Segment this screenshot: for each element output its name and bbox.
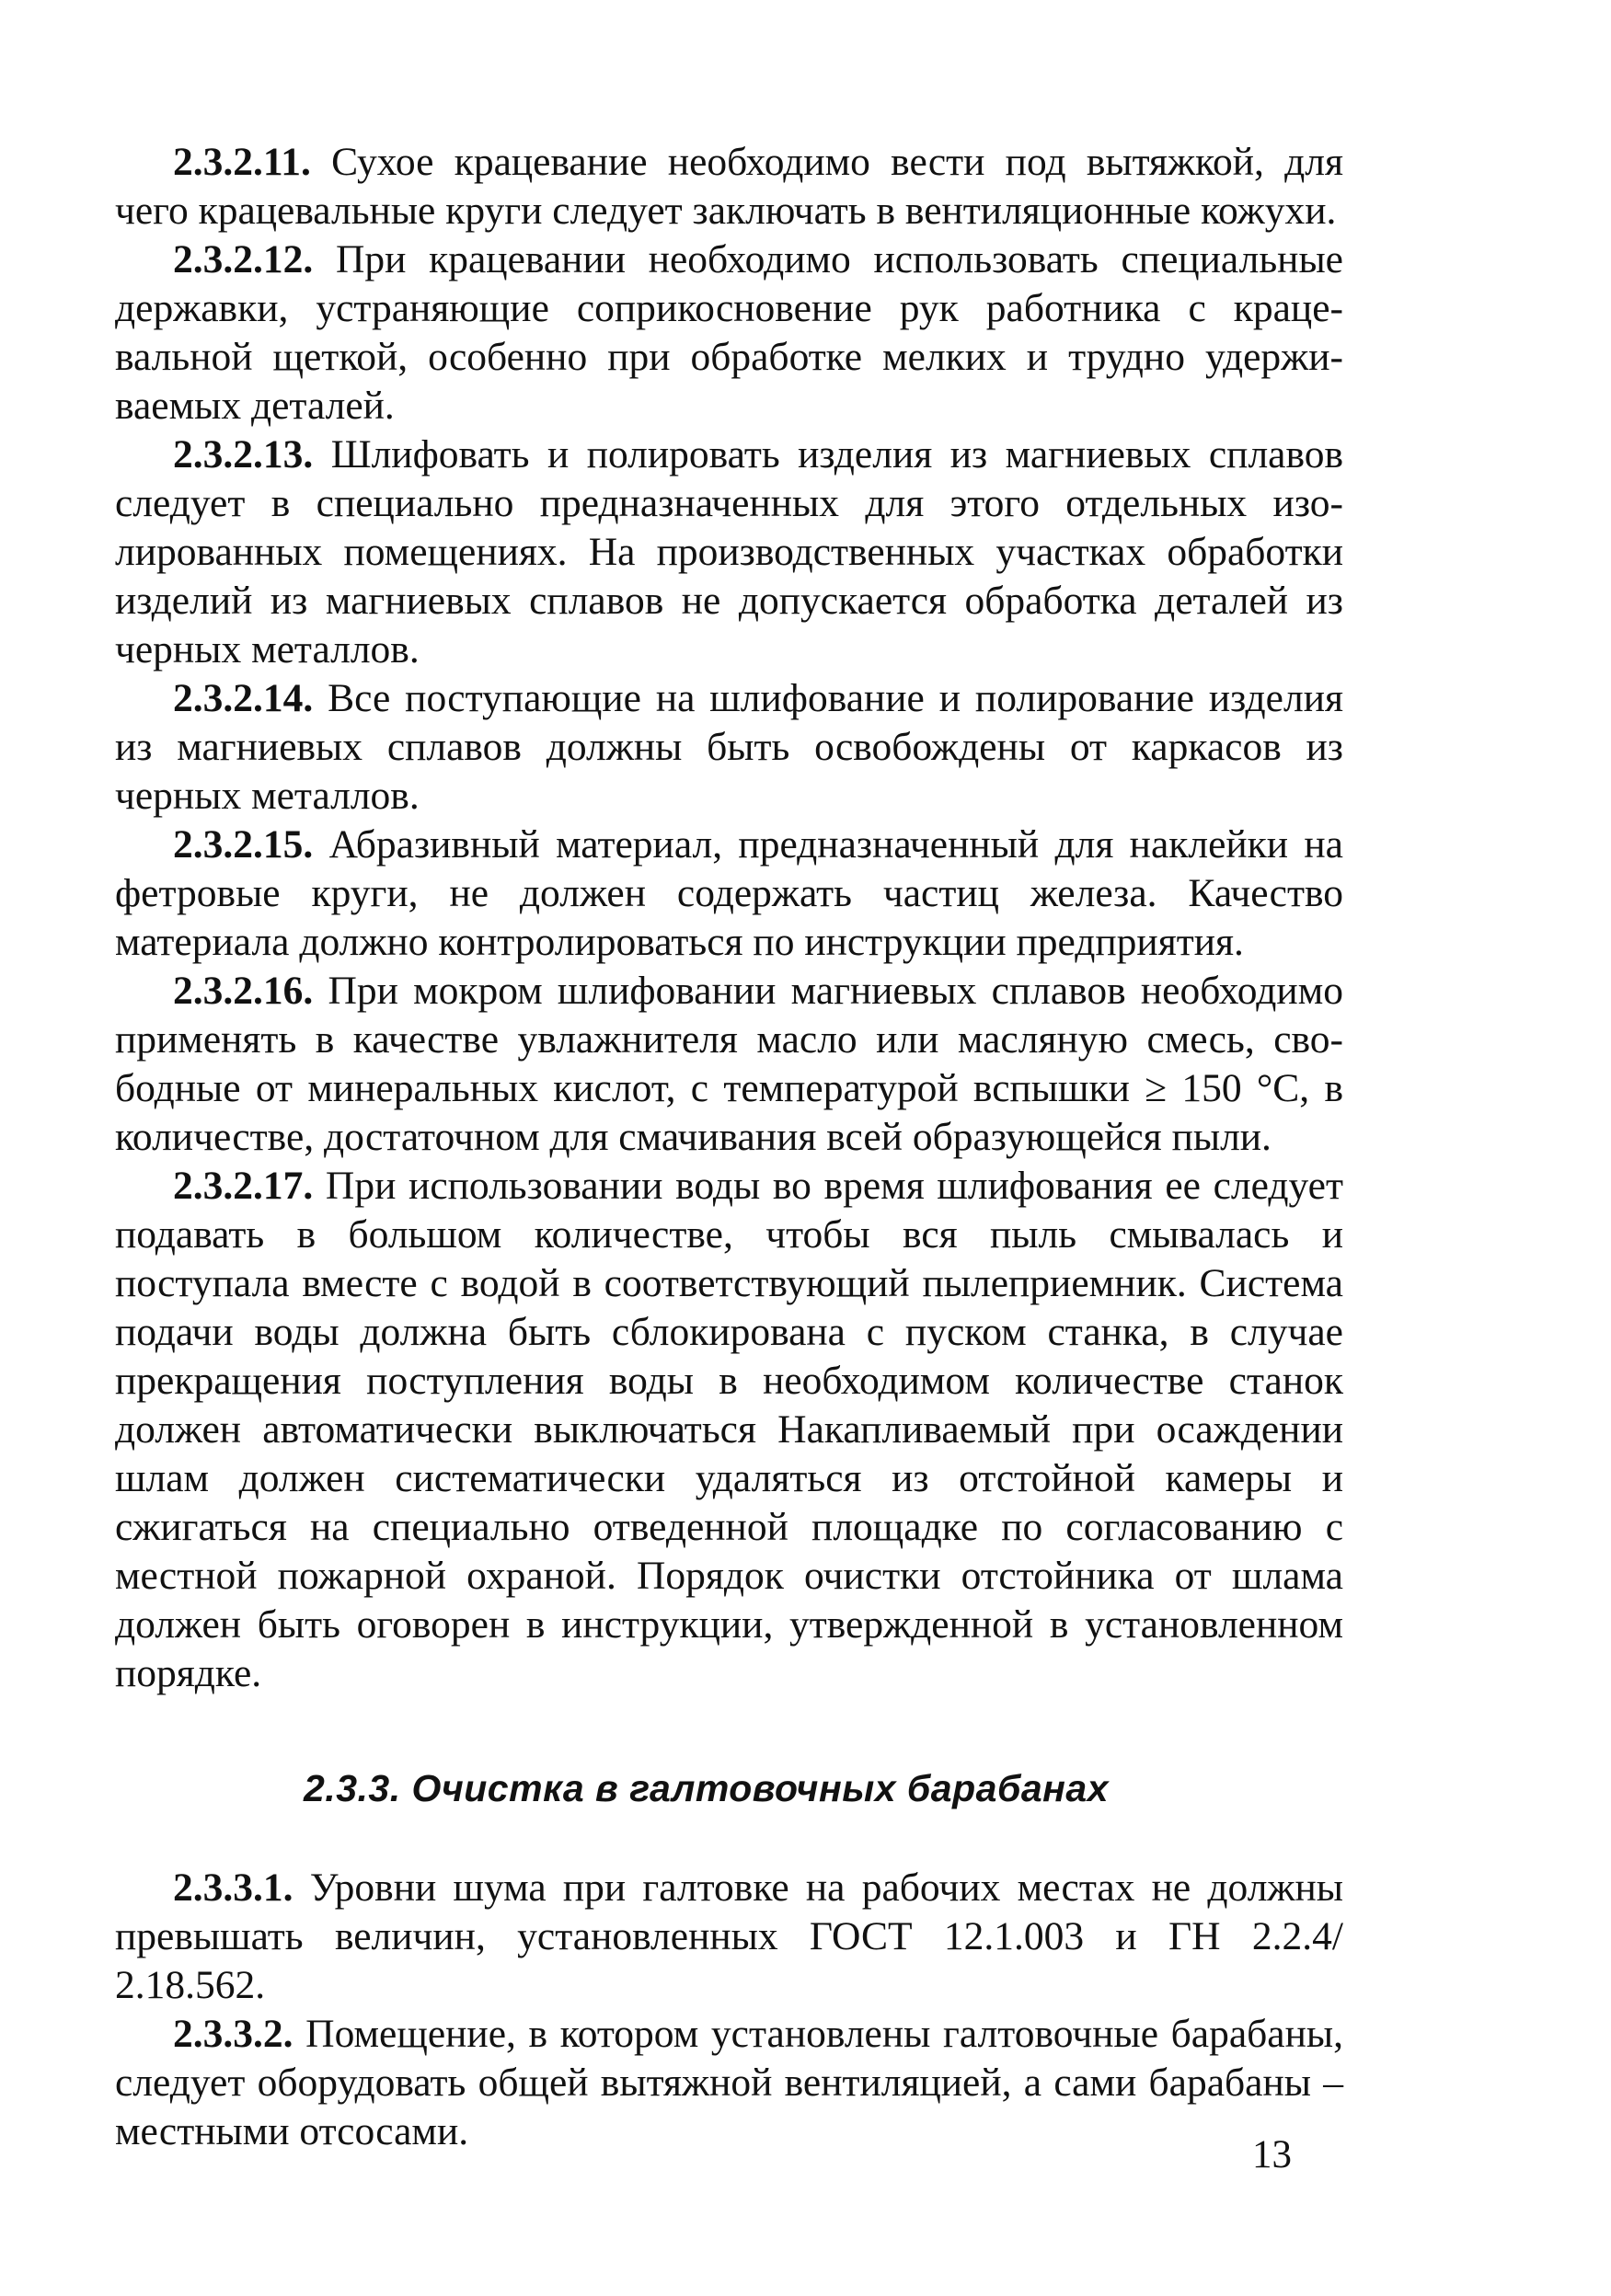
- paragraph-text: При использовании воды во время шлифования ее следует подавать в большом количестве, чтобы вся пыль смывалась и поступала вместе с водой в соответствующий пылеприемник. Система подачи воды должна быть сблокирована с пуском станка, в случае прекращения поступления воды в необходимом количестве станок должен автоматически выключаться Накапливаемый при осаждении шлам должен систематически удаляться из отстойной камеры и сжигаться на специально отведенной площадке по согласованию с местной пожарной охраной. Порядок очистки отстойника от шлама должен быть оговорен в инструкции, утвержденной в установленном порядке.: [115, 1164, 1343, 1695]
- paragraph-text: Все поступающие на шлифование и полирование изделия из магниевых сплавов должны быть освобождены от каркасов из черных металлов.: [115, 676, 1343, 818]
- paragraph-2-3-2-13: [115, 430, 1343, 674]
- clause-number: 2.3.2.12.: [173, 237, 314, 281]
- paragraph-2-3-3-2: [115, 2010, 1343, 2156]
- paragraph-2-3-2-14: [115, 674, 1343, 821]
- paragraph-text: Шлифовать и полировать изделия из магниевых сплавов следует в специально предназначенных для этого отдельных изолированных помещениях. На производственных участках обработки изделий из магниевых сплавов не допускается обработка деталей из черных металлов.: [115, 432, 1343, 672]
- paragraph-2-3-2-15: [115, 821, 1343, 967]
- paragraph-text: Уровни шума при галтовке на рабочих местах не должны превышать величин, установленных ГОСТ 12.1.003 и ГН 2.2.4/ 2.18.562.: [115, 1866, 1343, 2007]
- clause-number: 2.3.2.11.: [173, 140, 311, 184]
- page-number: 13: [1252, 2133, 1292, 2176]
- document-page: [115, 138, 1343, 2156]
- clause-number: 2.3.2.13.: [173, 432, 314, 476]
- paragraph-text: При крацевании необходимо использовать специальные державки, устраняющие соприкосновение рук работника с крацевальной щеткой, особенно при обработке мелких и трудно удерживаемых деталей.: [115, 237, 1343, 428]
- clause-number: 2.3.2.15.: [173, 822, 314, 867]
- paragraph-2-3-3-1: [115, 1864, 1343, 2010]
- clause-number: 2.3.3.1.: [173, 1866, 293, 1910]
- clause-number: 2.3.2.14.: [173, 676, 314, 720]
- paragraph-text: При мокром шлифовании магниевых сплавов необходимо применять в качестве увлажнителя масло или масляную смесь, свободные от минеральных кислот, с температурой вспышки ≥ 150 °С, в количестве, достаточном для смачивания всей образующейся пыли.: [115, 969, 1343, 1159]
- paragraph-text: Сухое крацевание необходимо вести под вытяжкой, для чего крацевальные круги следует заключать в вентиляционные кожухи.: [115, 140, 1343, 233]
- paragraph-2-3-2-16: [115, 967, 1343, 1162]
- paragraph-2-3-2-12: [115, 235, 1343, 430]
- clause-number: 2.3.3.2.: [173, 2012, 293, 2056]
- paragraph-text: Абразивный материал, предназначенный для наклейки на фетровые круги, не должен содержать частиц железа. Качество материала должно контролироваться по инструкции предприятия.: [115, 822, 1343, 964]
- clause-number: 2.3.2.16.: [173, 969, 314, 1013]
- paragraph-2-3-2-11: [115, 138, 1343, 235]
- section-heading: 2.3.3. Очистка в галтовочных барабанах: [304, 1767, 1110, 1809]
- clause-number: 2.3.2.17.: [173, 1164, 314, 1208]
- paragraph-2-3-2-17: [115, 1162, 1343, 1698]
- paragraph-text: Помещение, в котором установлены галтовочные барабаны, следует оборудовать общей вытяжной вентиляцией, а сами барабаны – местными отсосами.: [115, 2012, 1343, 2153]
